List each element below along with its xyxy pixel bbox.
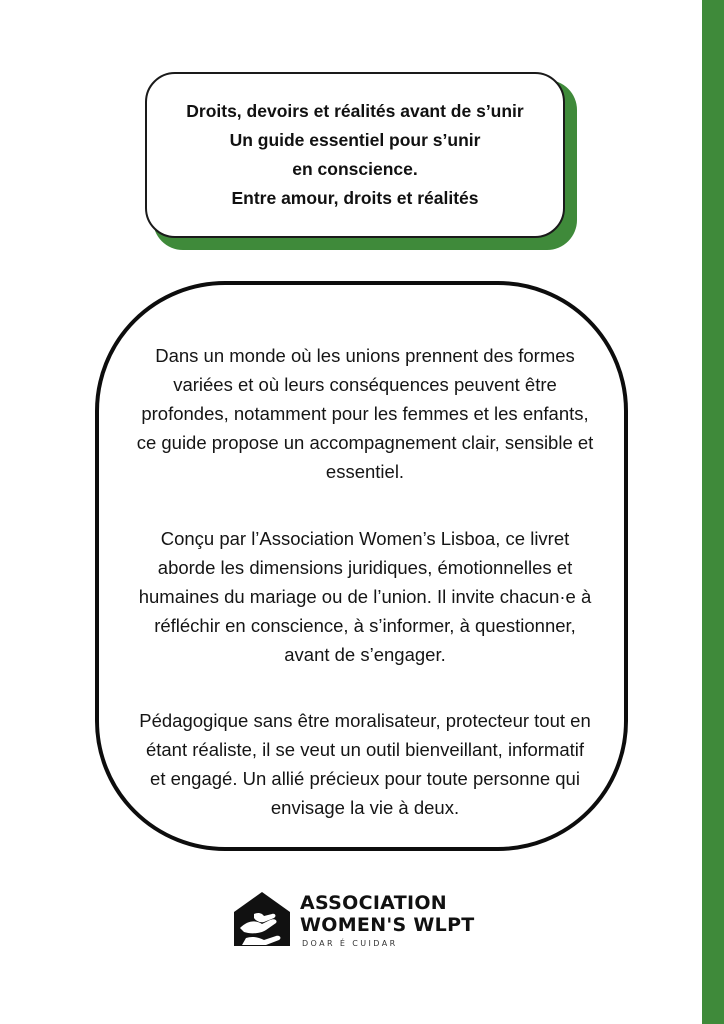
text-line: réfléchir en conscience, à s’informer, à questionner, [154, 615, 576, 636]
text-line: Dans un monde où les unions prennent des formes [155, 345, 575, 366]
side-accent-bar [702, 0, 724, 1024]
text-line: et engagé. Un allié précieux pour toute personne qui [150, 768, 580, 789]
title-box [145, 72, 565, 238]
text-line: profondes, notamment pour les femmes et les enfants, [141, 403, 589, 424]
title-line-1: Droits, devoirs et réalités avant de s’unir [186, 101, 524, 121]
association-logo [232, 890, 502, 950]
house-hands-icon [232, 890, 292, 948]
text-line: Pédagogique sans être moralisateur, protecteur tout en [139, 710, 591, 731]
title-line-2: Un guide essentiel pour s’unir [229, 130, 481, 150]
text-line: Conçu par l’Association Women’s Lisboa, ce livret [160, 528, 570, 549]
text-line: envisage la vie à deux. [270, 797, 460, 818]
paragraph-intro [99, 341, 631, 486]
logo-line-1: ASSOCIATION [300, 892, 447, 914]
text-line: étant réaliste, il se veut un outil bienveillant, informatif [145, 739, 585, 760]
title-line-4: Entre amour, droits et réalités [231, 188, 479, 208]
text-line: aborde les dimensions juridiques, émotionnelles et [157, 557, 573, 578]
text-line: humaines du mariage ou de l’union. Il invite chacun·e à [138, 586, 592, 607]
logo-line-2: WOMEN'S WLPT [300, 914, 475, 936]
text-line: avant de s’engager. [284, 644, 446, 665]
text-line: essentiel. [325, 461, 405, 482]
text-line: ce guide propose un accompagnement clair, sensible et [136, 432, 594, 453]
title-line-3: en conscience. [292, 159, 418, 179]
logo-tagline: DOAR É CUIDAR [302, 939, 398, 948]
paragraph-purpose [99, 706, 631, 822]
paragraph-about [99, 524, 631, 669]
text-line: variées et où leurs conséquences peuvent être [173, 374, 557, 395]
